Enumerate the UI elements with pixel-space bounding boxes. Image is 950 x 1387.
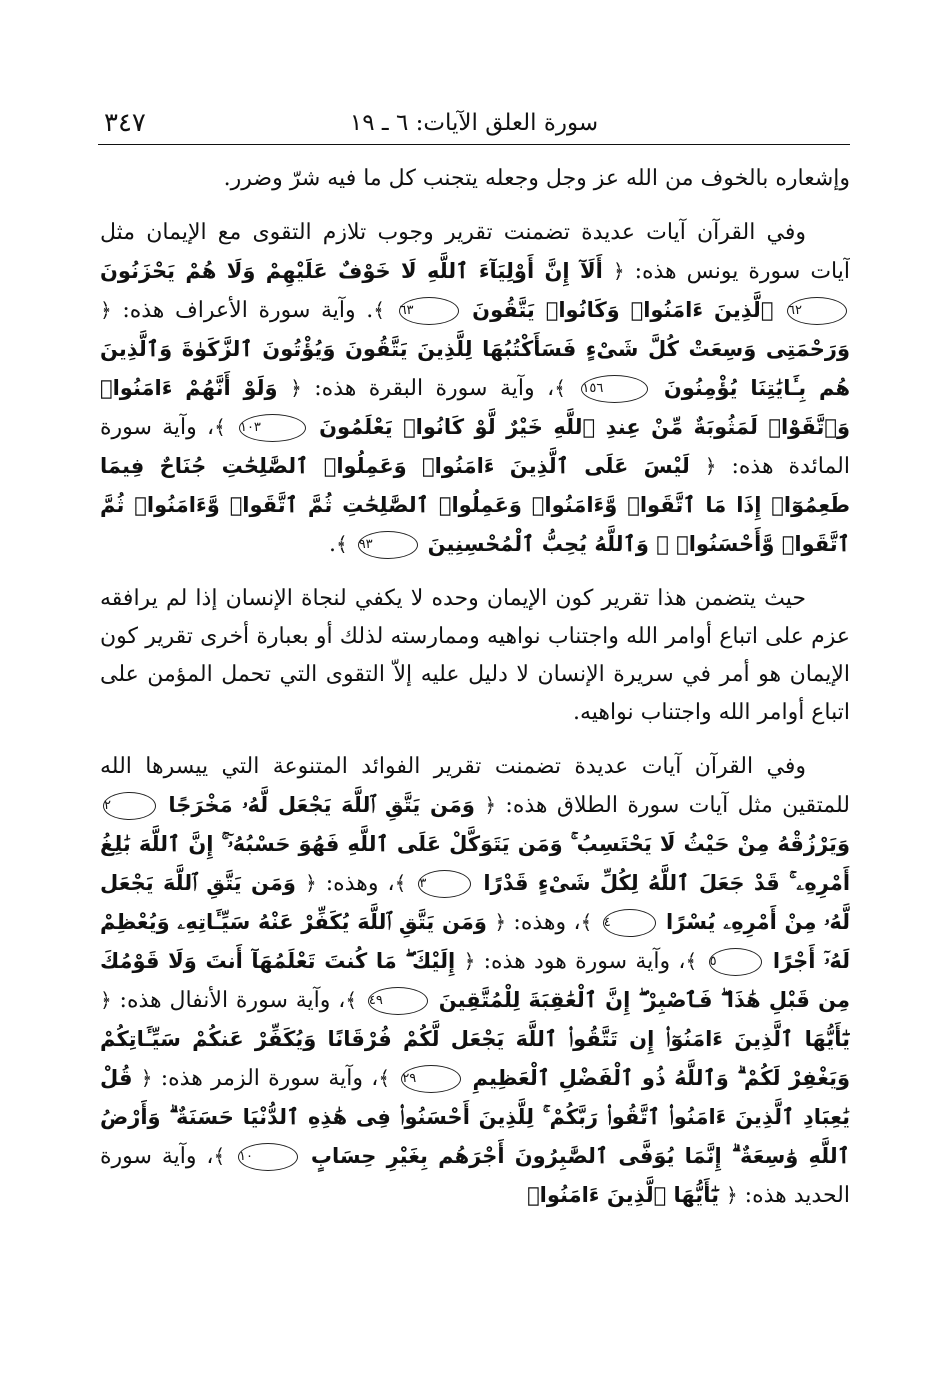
verse-open-bracket: ﴿ — [704, 454, 717, 478]
page-number: ٣٤٧ — [104, 108, 146, 138]
body-text: ، وآية سورة هود هذه: — [475, 949, 686, 974]
quran-verse: إِلَيْكَ ۖ مَا كُنتَ تَعْلَمُهَآ أَنتَ وَلَا قَوْمُكَ مِن قَبْلِ هَٰذَا ۖ فَٱصْبِرْ ۖ إِنَّ ٱلْعَٰقِبَةَ لِلْمُتَّقِينَ — [100, 949, 850, 1012]
verse-open-bracket: ﴿ — [725, 1183, 738, 1207]
body-text: حيث يتضمن هذا تقرير كون الإيمان وحده لا يكفي لنجاة الإنسان إذا لم يرافقه عزم على اتباع أوامر الله واجتناب نواهيه وممارسته لذلك أو بعبارة أخرى تقرير كون الإيمان هو أمر في سريرة الإنسان لا دليل عليه إلاّ التقوى التي تحمل المؤمن على اتباع أوامر الله واجتناب نواهيه. — [100, 586, 850, 725]
body-text: ، وآية سورة المائدة هذه: — [100, 415, 850, 479]
body-text: ، وآية سورة الحديد هذه: — [100, 1144, 850, 1208]
verse-open-bracket: ﴿ — [612, 259, 625, 283]
ayah-number: ٩٣ — [358, 531, 418, 559]
ayah-number: ٣ — [418, 870, 471, 898]
verse-open-bracket: ﴿ — [100, 988, 112, 1012]
body-text: وفي القرآن آيات عديدة تضمنت تقرير وجوب تلازم التقوى مع الإيمان مثل آيات سورة يونس هذه: — [100, 220, 850, 284]
quran-verse: وَمَن يَتَّقِ ٱللَّهَ يُكَفِّرْ عَنْهُ سَيِّـَٔاتِهِۦ وَيُعْظِمْ لَهُۥٓ أَجْرًا — [100, 910, 850, 973]
ayah-number: ١٠٣ — [239, 414, 306, 442]
body-text: ، وهذه: — [316, 871, 395, 896]
verse-close-bracket: ﴾ — [378, 1066, 391, 1090]
verse-close-bracket: ﴾ — [335, 532, 348, 556]
body-text: وفي القرآن آيات عديدة تضمنت تقرير الفوائد المتنوعة التي ييسرها الله للمتقين مثل آيات سورة الطلاق هذه: — [100, 754, 850, 818]
quran-verse: أَلَآ إِنَّ أَوْلِيَآءَ ٱللَّهِ لَا خَوْفٌ عَلَيْهِمْ وَلَا هُمْ يَحْزَنُونَ — [100, 259, 603, 283]
paragraph — [100, 580, 850, 732]
body-text: ، وآية سورة الأنفال هذه: — [111, 988, 346, 1013]
verse-close-bracket: ﴾ — [554, 376, 566, 400]
body-text: . — [328, 532, 336, 557]
page-header — [100, 104, 848, 144]
body-text: ، وآية سورة البقرة هذه: — [301, 376, 555, 401]
body-text: . وآية سورة الأعراف هذه: — [111, 298, 374, 323]
verse-open-bracket: ﴿ — [140, 1066, 153, 1090]
ayah-number: ٦٣ — [399, 297, 459, 325]
quran-verse: يَٰٓأَيُّهَا ٱلَّذِينَ ءَامَنُوٓا۟ إِن تَتَّقُوا۟ ٱللَّهَ يَجْعَل لَّكُمْ فُرْقَانًا وَيُكَفِّرْ عَنكُمْ سَيِّـَٔاتِكُمْ وَيَغْفِرْ لَكُمْ ۗ وَٱللَّهُ ذُو ٱلْفَضْلِ ٱلْعَظِيمِ — [100, 1027, 850, 1090]
quran-verse: وَرَحْمَتِى وَسِعَتْ كُلَّ شَىْءٍ فَسَأَكْتُبُهَا لِلَّذِينَ يَتَّقُونَ وَيُؤْتُونَ ٱلزَّكَوٰةَ وَٱلَّذِينَ هُم بِـَٔايَٰتِنَا يُؤْمِنُونَ — [100, 337, 850, 400]
verse-close-bracket: ﴾ — [580, 910, 593, 934]
verse-close-bracket: ﴾ — [214, 415, 226, 439]
quran-verse: وَلَوْ أَنَّهُمْ ءَامَنُوا۟ وَٱتَّقَوْا۟ لَمَثُوبَةٌ مِّنْ عِندِ ٱللَّهِ خَيْرٌ لَّوْ كَانُوا۟ يَعْلَمُونَ — [100, 376, 850, 439]
paragraph — [100, 748, 850, 1215]
verse-close-bracket: ﴾ — [373, 298, 385, 322]
verse-open-bracket: ﴿ — [463, 949, 476, 973]
verse-open-bracket: ﴿ — [484, 793, 497, 817]
paragraph — [100, 160, 850, 198]
verse-close-bracket: ﴾ — [213, 1144, 226, 1168]
verse-open-bracket: ﴿ — [100, 298, 112, 322]
body-text: وإشعاره بالخوف من الله عز وجل وجعله يتجنب كل ما فيه شرّ وضرر. — [223, 166, 850, 191]
quran-verse: وَيَرْزُقْهُ مِنْ حَيْثُ لَا يَحْتَسِبُ ۚ وَمَن يَتَوَكَّلْ عَلَى ٱللَّهِ فَهُوَ حَسْبُهُۥٓ ۚ إِنَّ ٱللَّهَ بَٰلِغُ أَمْرِهِۦ ۚ قَدْ جَعَلَ ٱللَّهُ لِكُلِّ شَىْءٍ قَدْرًا — [100, 832, 850, 895]
ayah-number: ٤٩ — [368, 987, 428, 1015]
paragraph — [100, 214, 850, 564]
ayah-number: ٢٩ — [401, 1065, 461, 1093]
verse-close-bracket: ﴾ — [685, 949, 698, 973]
verse-open-bracket: ﴿ — [290, 376, 302, 400]
quran-verse: وَمَن يَتَّقِ ٱللَّهَ يَجْعَل لَّهُۥ مِنْ أَمْرِهِۦ يُسْرًا — [100, 871, 850, 934]
ayah-number: ١٥٦ — [581, 375, 648, 403]
body-text: ، وهذه: — [506, 910, 581, 935]
ayah-number: ٢ — [103, 792, 156, 820]
running-title: سورة العلق الآيات: ٦ ـ ١٩ — [349, 110, 599, 136]
ayah-number: ١٠ — [238, 1143, 298, 1171]
verse-close-bracket: ﴾ — [345, 988, 358, 1012]
ayah-number: ٤ — [603, 909, 656, 937]
quran-verse: وَمَن يَتَّقِ ٱللَّهَ يَجْعَل لَّهُۥ مَخْرَجًا — [168, 793, 475, 817]
body-text: ، وآية سورة الزمر هذه: — [152, 1066, 379, 1091]
verse-open-bracket: ﴿ — [494, 910, 507, 934]
quran-verse: ٱلَّذِينَ ءَامَنُوا۟ وَكَانُوا۟ يَتَّقُونَ — [472, 298, 774, 322]
header-rule — [98, 144, 850, 145]
verse-close-bracket: ﴾ — [394, 871, 407, 895]
ayah-number: ٦٢ — [787, 297, 847, 325]
quran-verse: يَٰٓأَيُّهَا ٱلَّذِينَ ءَامَنُوا۟ — [527, 1183, 719, 1207]
quran-verse: قُلْ يَٰعِبَادِ ٱلَّذِينَ ءَامَنُوا۟ ٱتَّقُوا۟ رَبَّكُمْ ۚ لِلَّذِينَ أَحْسَنُوا۟ فِى هَٰذِهِ ٱلدُّنْيَا حَسَنَةٌ ۗ وَأَرْضُ ٱللَّهِ وَٰسِعَةٌ ۗ إِنَّمَا يُوَفَّى ٱلصَّٰبِرُونَ أَجْرَهُم بِغَيْرِ حِسَابٍ — [100, 1066, 850, 1168]
verse-open-bracket: ﴿ — [305, 871, 317, 895]
quran-verse: لَيْسَ عَلَى ٱلَّذِينَ ءَامَنُوا۟ وَعَمِلُوا۟ ٱلصَّٰلِحَٰتِ جُنَاحٌ فِيمَا طَعِمُوٓا۟ إِذَا مَا ٱتَّقَوا۟ وَّءَامَنُوا۟ وَعَمِلُوا۟ ٱلصَّٰلِحَٰتِ ثُمَّ ٱتَّقَوا۟ وَّءَامَنُوا۟ ثُمَّ ٱتَّقَوا۟ وَّأَحْسَنُوا۟ ۗ وَٱللَّهُ يُحِبُّ ٱلْمُحْسِنِينَ — [100, 454, 850, 556]
ayah-number: ٥ — [709, 948, 762, 976]
page-body — [100, 160, 850, 1270]
